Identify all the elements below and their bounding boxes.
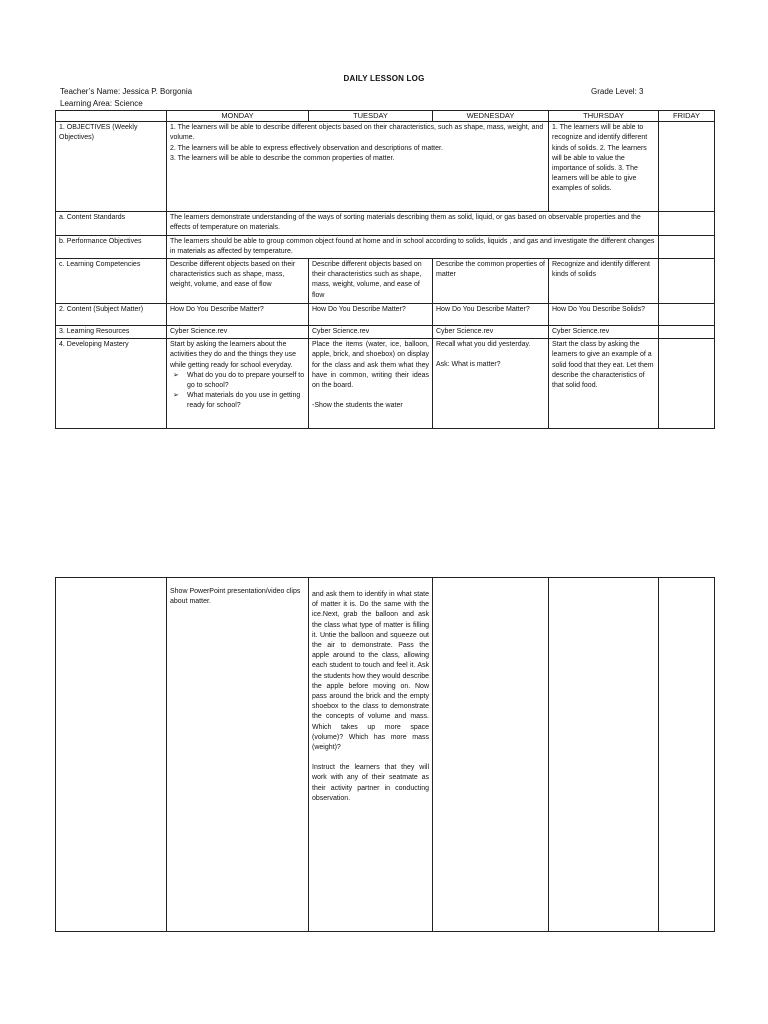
mastery-row — [56, 339, 715, 429]
competencies-friday — [659, 259, 715, 304]
mastery-wednesday-a: Recall what you did yesterday. — [436, 341, 531, 349]
continuation-tuesday-a: and ask them to identify in what state of matter it is. Do the same with the ice.Next, grab the balloon and ask the class what type of matter is filling it. Untie the balloon and squeeze out the air to demonstrate. Pass the apple around to the class, allowing each student to touch and feel it. Ask the students how they would describe the apple before moving on. Now pass around the brick and the empty shoebox to the class to demonstrate the concepts of volume and mass. Which takes up more space (volume)? Which has more mass (weight)? — [312, 591, 429, 752]
mastery-question-1: ➢ What do you do to prepare yourself to go to school? — [170, 371, 305, 391]
content-friday — [659, 304, 715, 326]
competencies-label: c. Learning Competencies — [56, 259, 167, 304]
competencies-thursday: Recognize and identify different kinds of solids — [549, 259, 659, 304]
competencies-monday: Describe different objects based on their characteristics such as shape, mass, weight, volume, and ease of flow — [167, 259, 309, 304]
day-monday: MONDAY — [167, 111, 309, 122]
mastery-monday — [167, 339, 309, 429]
learning-area: Learning Area: Science — [60, 99, 143, 108]
objectives-label: 1. OBJECTIVES (Weekly Objectives) — [56, 122, 167, 212]
day-header-row — [56, 111, 715, 122]
mastery-wednesday-b: Ask: What is matter? — [436, 361, 501, 369]
continuation-monday: Show PowerPoint presentation/video clips about matter. — [167, 578, 309, 932]
competencies-row — [56, 259, 715, 304]
competencies-tuesday: Describe different objects based on their characteristics such as shape, mass, weight, volume, and ease of flow — [309, 259, 433, 304]
objective-1: 1. The learners will be able to describe different objects based on their characteristics, such as shape, mass, weight, and volume. — [170, 124, 544, 142]
resources-wednesday: Cyber Science.rev — [433, 326, 549, 339]
content-wednesday: How Do You Describe Matter? — [433, 304, 549, 326]
performance-row — [56, 235, 715, 258]
content-standards-friday — [659, 212, 715, 235]
resources-friday — [659, 326, 715, 339]
grade-level: Grade Level: 3 — [591, 87, 644, 96]
day-wednesday: WEDNESDAY — [433, 111, 549, 122]
lesson-log-table — [55, 110, 715, 429]
objectives-friday — [659, 122, 715, 212]
mastery-label: 4. Developing Mastery — [56, 339, 167, 429]
performance-friday — [659, 235, 715, 258]
continuation-tuesday-b: Instruct the learners that they will work with any of their seatmate as their activity partner in conducting observation. — [312, 764, 429, 802]
teacher-name: Teacher’s Name: Jessica P. Borgonia — [60, 87, 193, 96]
resources-tuesday: Cyber Science.rev — [309, 326, 433, 339]
mastery-wednesday — [433, 339, 549, 429]
continuation-row — [56, 578, 715, 932]
mastery-thursday: Start the class by asking the learners to give an example of a solid food that they eat. Let them describe the characteristics of that solid food. — [549, 339, 659, 429]
content-tuesday: How Do You Describe Matter? — [309, 304, 433, 326]
continuation-tuesday — [309, 578, 433, 932]
content-standards-text: The learners demonstrate understanding of the ways of sorting materials describing them as solid, liquid, or gas based on observable properties and the effects of temperature on materials. — [167, 212, 659, 235]
content-label: 2. Content (Subject Matter) — [56, 304, 167, 326]
resources-label: 3. Learning Resources — [56, 326, 167, 339]
content-standards-row — [56, 212, 715, 235]
continuation-wednesday — [433, 578, 549, 932]
continuation-friday — [659, 578, 715, 932]
mastery-friday — [659, 339, 715, 429]
objectives-row — [56, 122, 715, 212]
mastery-monday-intro: Start by asking the learners about the activities they do and the things they use while getting ready for school everyday. — [170, 341, 297, 369]
continuation-label — [56, 578, 167, 932]
performance-text: The learners should be able to group common object found at home and in school according to solids, liquids , and gas and investigate the different changes in materials as affected by temperature. — [167, 235, 659, 258]
objectives-thursday: 1. The learners will be able to recognize and identify different kinds of solids. 2. The learners will be able to value the importance of solids. 3. The learners will be able to give examples of solids. — [549, 122, 659, 212]
objective-2: 2. The learners will be able to express effectively observation and descriptions of matter. — [170, 144, 443, 152]
content-monday: How Do You Describe Matter? — [167, 304, 309, 326]
content-standards-label: a. Content Standards — [56, 212, 167, 235]
mastery-tuesday-a: Place the items (water, ice, balloon, apple, brick, and shoebox) on display for the class and ask them what they have in common, writing their ideas on the board. — [312, 341, 429, 390]
day-friday: FRIDAY — [659, 111, 715, 122]
objectives-mon-wed — [167, 122, 549, 212]
mastery-monday-questions — [170, 371, 305, 412]
mastery-question-2: ➢ What materials do you use in getting ready for school? — [170, 391, 305, 411]
mastery-tuesday-b: -Show the students the water — [312, 402, 403, 410]
resources-thursday: Cyber Science.rev — [549, 326, 659, 339]
day-tuesday: TUESDAY — [309, 111, 433, 122]
continuation-thursday — [549, 578, 659, 932]
competencies-wednesday: Describe the common properties of matter — [433, 259, 549, 304]
performance-label: b. Performance Objectives — [56, 235, 167, 258]
header-blank — [56, 111, 167, 122]
content-row — [56, 304, 715, 326]
continuation-table — [55, 577, 715, 932]
mastery-tuesday — [309, 339, 433, 429]
objective-3: 3. The learners will be able to describe the common properties of matter. — [170, 154, 395, 162]
document-title: DAILY LESSON LOG — [343, 74, 425, 83]
resources-row — [56, 326, 715, 339]
resources-monday: Cyber Science.rev — [167, 326, 309, 339]
content-thursday: How Do You Describe Solids? — [549, 304, 659, 326]
day-thursday: THURSDAY — [549, 111, 659, 122]
